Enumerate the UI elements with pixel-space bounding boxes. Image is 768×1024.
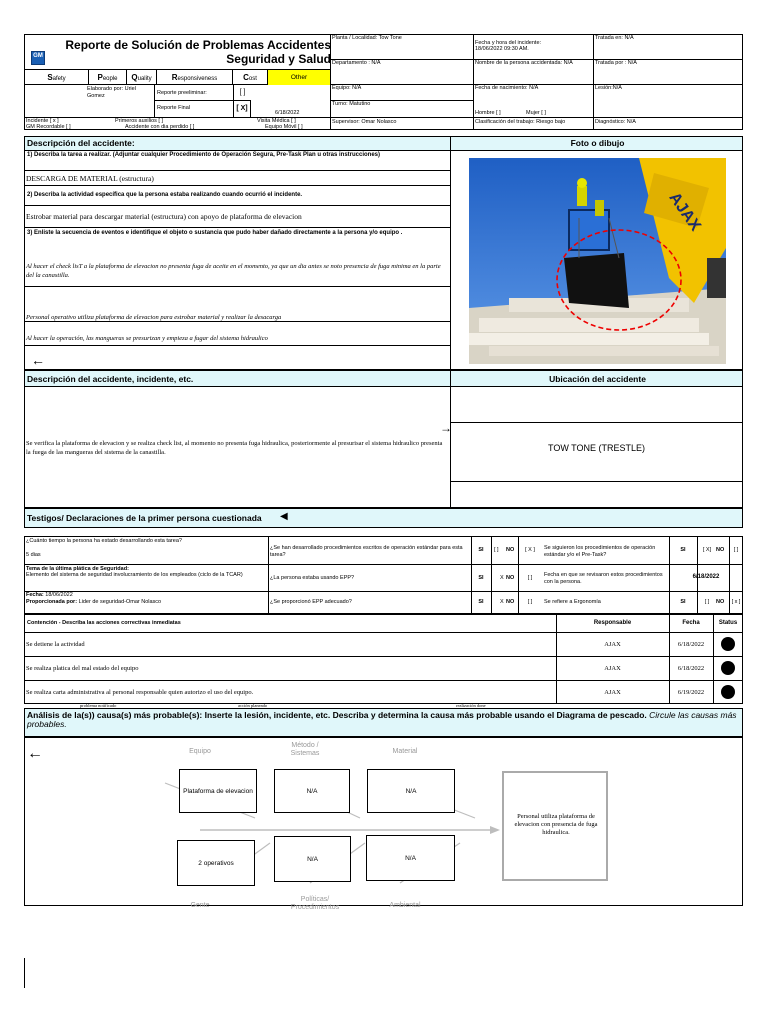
status-done-icon [721,637,735,651]
label-no-4: NO [716,547,725,553]
flag-gm-recordable[interactable]: GM Recordable [ ] [26,124,71,130]
reporte-preliminar-label: Reporte preeliminar: [157,90,207,96]
cause-box-politicas[interactable]: N/A [274,836,351,882]
accion-row-2-text[interactable]: Se realiza platica del mal estado del equipo [26,665,139,672]
crane-photo-icon [469,158,726,364]
a-tiempo[interactable]: 5 dias [26,552,41,558]
desc-accidente-title: Descripción del accidente, incidente, etc. [25,371,451,387]
cat-equipo: Equipo [189,748,211,755]
title-block [25,35,330,69]
cat-material: Material [392,748,418,755]
cause-box-material[interactable]: N/A [367,769,455,813]
report-date: 6/18/2022 [275,110,300,116]
label-no-5: NO [716,599,725,605]
cat-politicas: Políticas/ Procedimientos [290,896,340,911]
answer-no-4[interactable]: [ ] [733,547,739,553]
answer-4[interactable]: Personal operativo utiliza plataforma de elevacion para estrobar material y realizar la desacarga [25,287,450,322]
fecha-incidente-label: Fecha y hora del incidente: [475,40,542,46]
tratada-en: Tratada en: N/A [595,35,634,41]
departamento: Departamento : N/A [332,60,381,66]
sqprc-responsiveness: Responsiveness [157,70,233,85]
svg-text:AJAX: AJAX [665,189,704,235]
flag-incidente[interactable]: Incidente [ x ] [26,118,59,124]
supervisor: Supervisor: Omar Nolasco [332,119,397,125]
accion-row-1-text[interactable]: Se detiene la actividad [26,641,85,648]
col-fecha: Fecha [682,620,700,626]
accion-row-3-text[interactable]: Se realiza carta administrativa al personal responsable quien autorizo el uso del equipo. [26,689,254,696]
page-title-text: Reporte de Solución de Problemas Accidentes Seguridad y Salud [65,38,331,66]
q-epp: ¿La persona estaba usando EPP? [270,575,355,581]
testigos-title: Testigos/ Declaraciones de la primer persona cuestionada [27,513,262,523]
cause-box-metodo[interactable]: N/A [274,769,350,813]
foto-image[interactable] [469,158,726,364]
analisis-title: Análisis de la(s)) causa(s) más probable(s): Inserte la lesión, incidente, etc. Describa y determina la causa más probable usando el Diagrama de pescado. [27,710,647,720]
answer-si-1[interactable]: [ ] [494,547,499,553]
cat-gente: Gente [190,902,210,909]
label-si-2: SI [478,575,484,581]
tratada-por: Tratada por : N/A [595,60,637,66]
answer-5[interactable]: Al hacer la operación, las mangueras se presurizan y empieza a fugar del sistema hidraulico [25,322,450,346]
foto-title: Foto o dibujo [451,137,742,151]
sqprc-other: Other [268,70,330,85]
answer-si-5[interactable]: [ ] [704,599,710,605]
answer-no-3[interactable]: [ ] [527,599,533,605]
header-col-tratada [593,34,743,130]
effect-text: Personal utiliza plataforma de elevacion con presencia de fuga hidraulica. [514,813,598,836]
genero-hombre[interactable]: Hombre [ ] [475,110,501,116]
reporte-final-label: Reporte Final [157,105,191,111]
clasificacion-trabajo: Clasificación del trabajo: Riesgo bajo [475,119,566,125]
answer-si-4[interactable]: [ X] [702,547,712,553]
question-1: 1) Describa la tarea a realizar. (Adjuntar cualquier Procedimiento de Operación Segura, Pre-Task Plan u otras instrucciones) [25,151,450,171]
flag-accidente-dia-perdido[interactable]: Accidente con dia perdido [ ] [125,124,195,130]
desc-accidente-body [25,387,451,508]
accion-row-3-responsable[interactable]: AJAX [604,689,621,696]
nombre-persona-accidentada: Nombre de la persona accidentada: N/A [475,60,573,66]
reporte-preliminar-cell [155,85,233,101]
analisis-title-bar [24,708,743,737]
q-siguieron-procedimientos: Se siguieron los procedimientos de operación estándar y/o el Pre-Task? [544,545,656,558]
answer-1[interactable]: DESCARGA DE MATERIAL (estructura) [25,171,450,186]
fecha-revision-value[interactable]: 6/18/2022 [692,574,720,580]
page-title [33,38,331,66]
planta-localidad: Planta / Localidad: Tow Tone [332,35,402,41]
lesion: Lesión:N/A [595,85,622,91]
desc-accidente-text[interactable]: Se verifica la plataforma de elevacion y se realiza check list, al momento no presenta fuga hidraulica, posteriormente al presurisar el sistema hidraulico presenta la fuega de las mangueras del sistema de la canastilla. [26,440,443,456]
page-margin-mark [24,958,25,988]
reporte-preliminar-mark[interactable]: [ ] [233,85,251,101]
cause-box-gente[interactable]: 2 operativos [177,840,255,886]
col-responsable: Responsable [593,620,632,626]
flag-equipo-movil[interactable]: Equipo Móvil [ ] [265,124,303,130]
q-ergonomia: Se refiere a Ergonomía [544,599,601,605]
label-no-1: NO [506,547,515,553]
tema-value[interactable]: Elemento del sistema de seguridad involucramiento de los empleados (ciclo de la TCAR) [26,572,243,578]
elaborado-por: Elaborado por: Uriel Gomez [87,86,136,99]
sqprc-quality: Quality [127,70,157,85]
q-tiempo: ¿Cuánto tiempo la persona ha estado desarrollando esta tarea? [26,538,182,544]
answer-2[interactable]: Estrobar material para descargar material (estructura) con apoyo de plataforma de elevacion [25,206,450,228]
ubicacion-box [451,422,742,482]
gm-logo-text: GM [33,53,43,59]
status-done-icon [721,685,735,699]
fecha-platica-label: Fecha: [26,592,44,598]
testigos-section [24,508,743,528]
answer-no-2[interactable]: [ ] [527,575,533,581]
label-si-3: SI [478,599,484,605]
cat-metodo: Método / Sistemas [290,742,320,757]
header-col-fecha [473,34,593,130]
reporte-final-mark[interactable]: [ X] [233,101,251,117]
elaborado-cell [25,85,155,117]
answer-si-2[interactable]: X [500,575,504,581]
arrow-left-fish-icon: ← [27,745,43,762]
question-3: 3) Enliste la secuencia de eventos e identifique el objeto o sustancia que pudo haber dañado directamente a la persona y/o equipo . [27,230,403,236]
accion-row-2-responsable[interactable]: AJAX [604,665,621,672]
equipo: Equipo: N/A [332,85,362,91]
fecha-nacimiento: Fecha de nacimiento: N/A [475,85,539,91]
turno: Turno: Matutino [332,101,371,107]
acciones-table [24,614,743,704]
answer-si-3[interactable]: X [500,599,504,605]
question-2: 2) Describa la actividad específica que la persona estaba realizando cuando ocurrió el incidente. [25,186,450,206]
label-no-2: NO [506,575,515,581]
status-done-icon [721,661,735,675]
legend-accion-planeado: acción planeado [238,703,268,708]
arrow-left-small-icon: ◀ [280,511,288,522]
incident-flags [25,117,330,130]
flag-primeros-auxilios[interactable]: Primeros auxilios [ ] [115,118,163,124]
sqprc-row [25,69,330,85]
q-procedimientos: ¿Se han desarrollado procedimientos escritos de operación estándar para esta tarea? [270,545,463,558]
label-si-4: SI [680,547,686,553]
accion-row-1-fecha[interactable]: 6/18/2022 [677,641,705,648]
preguntas-table [24,536,743,614]
header-col-planta [330,34,473,130]
label-si-5: SI [680,599,686,605]
accion-row-2-fecha[interactable]: 6/18/2022 [677,665,705,672]
arrow-right-icon: → [440,421,452,435]
accion-row-3-fecha[interactable]: 6/19/2022 [677,689,705,696]
label-no-3: NO [506,599,515,605]
fishbone-lines [25,738,744,907]
fecha-incidente-value: 18/06/2022 09:30 AM. [475,46,529,52]
cause-box-ambiental[interactable]: N/A [366,835,455,881]
descripcion-title: Descripción del accidente: [25,137,451,151]
cat-ambiental: Ambiental [389,902,421,909]
tema-label: Tema de la última plática de Seguridad: [26,566,129,572]
fishbone-diagram [24,737,743,911]
legend-problema-notificado: problema notificado [80,703,117,708]
effect-box[interactable] [502,771,608,881]
reporte-final-cell [155,101,233,117]
legend-realizacion-done: realización done [456,703,486,708]
acciones-title: Contención - Describa las acciones correctivas inmediatas [27,620,181,626]
answer-3[interactable]: Al hacer el check lisT a la plataforma de elevacion no presenta fuga de aceite en el momento, ya que un dia antes se noto presencia de fuga minima en la parte del la canastilla. [25,262,450,287]
ubicacion-value[interactable]: TOW TONE (TRESTLE) [547,443,645,453]
genero-mujer[interactable]: Mujer [ ] [526,110,546,116]
sqprc-safety: Safety [25,70,89,85]
flag-visita-medica[interactable]: Visita Médica [ ] [257,118,296,124]
cause-box-equipo[interactable]: Plataforma de elevacion [179,769,257,813]
arrow-left-icon: ← [31,352,45,368]
answer-no-5[interactable]: [ x ] [731,599,741,605]
q-fecha-revision: Fecha en que se revisaron estos procedimientos con la persona. [544,572,663,585]
col-status: Status [718,620,738,626]
accion-row-1-responsable[interactable]: AJAX [604,641,621,648]
fecha-platica-value[interactable]: 18/06/2022 [45,592,73,598]
sqprc-cost: Cost [233,70,268,85]
proporcionada-value[interactable]: Lider de seguridad-Omar Nolasco [78,599,162,605]
label-si-1: SI [478,547,484,553]
diagnostico: Diagnóstico: N/A [595,119,636,125]
ubicacion-title: Ubicación del accidente [451,371,742,387]
answer-no-1[interactable]: [ X ] [525,547,535,553]
proporcionada-label: Proporcionada por: [26,599,78,605]
analisis-title-italic: Circule las causas más probables. [27,710,737,729]
sqprc-people: People [89,70,127,85]
descripcion-body [25,151,451,370]
q-epp-adecuado: ¿Se proporcionó EPP adecuado? [270,599,352,605]
